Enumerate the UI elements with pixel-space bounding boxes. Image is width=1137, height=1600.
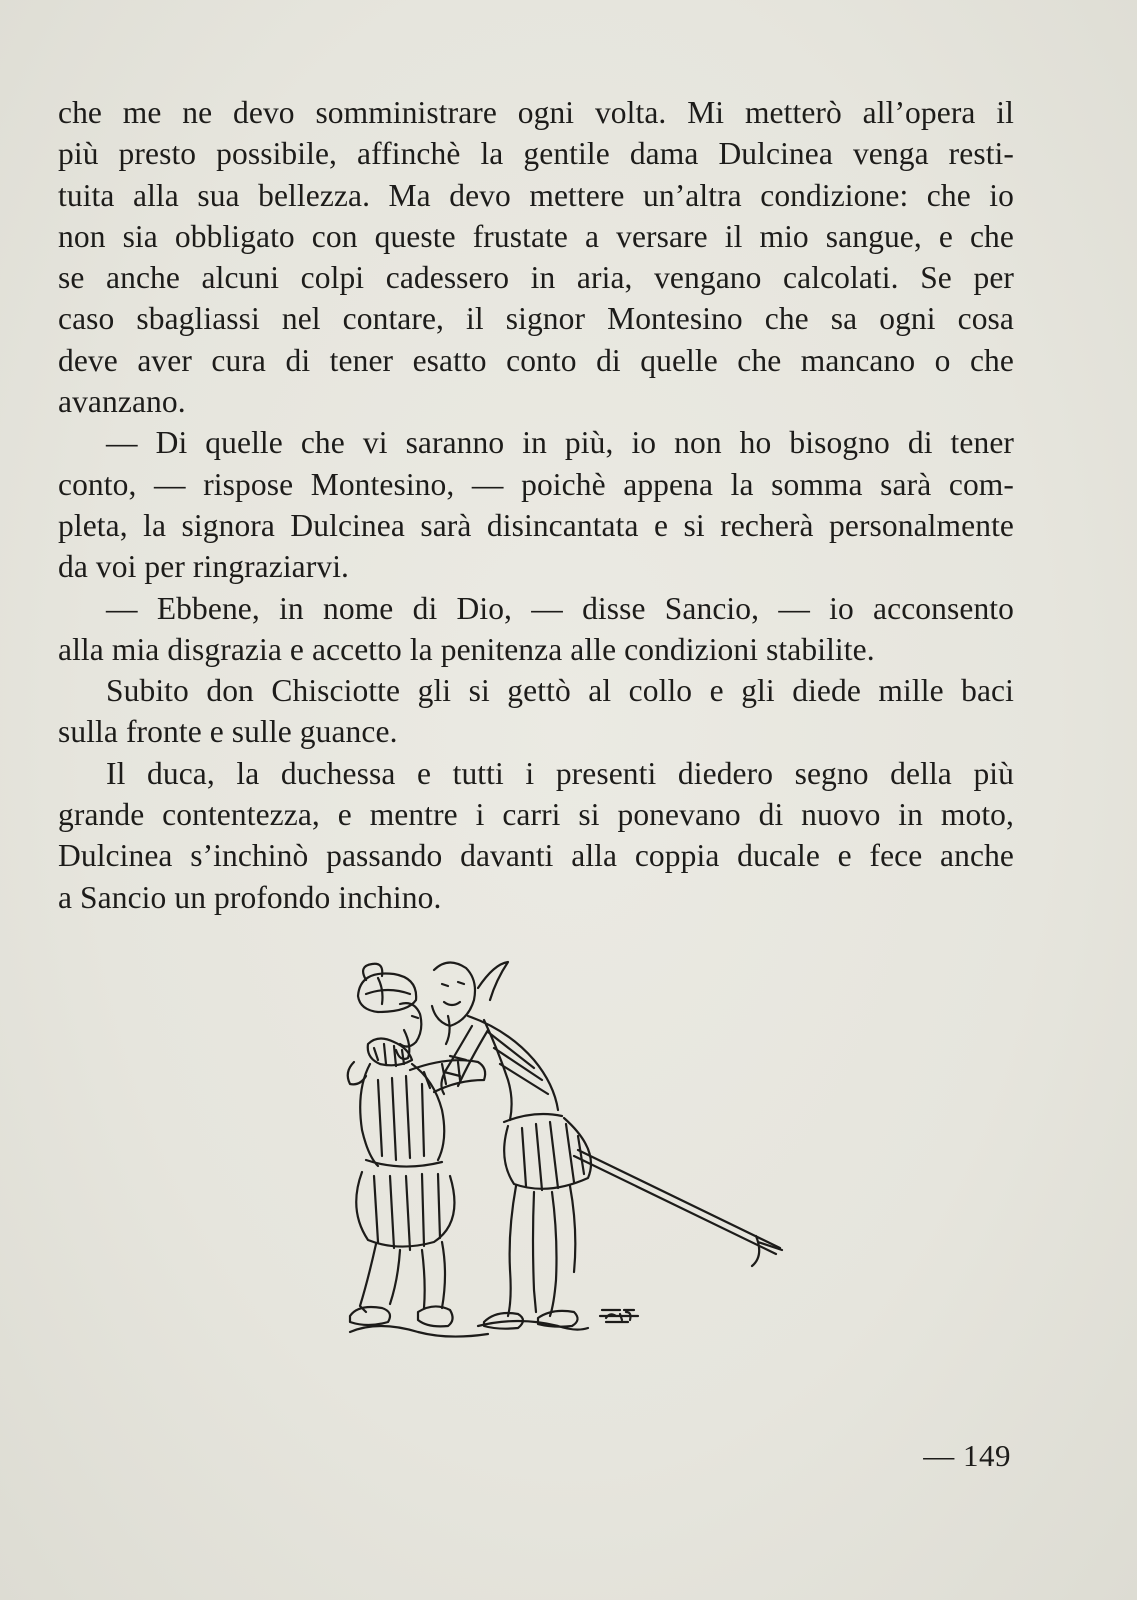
text-line: pleta, la signora Dulcinea sarà disincantata e si recherà personalmente xyxy=(58,507,1014,543)
text-line: più presto possibile, affinchè la gentile dama Dulcinea venga resti- xyxy=(58,136,1014,172)
text-line: Il duca, la duchessa e tutti i presenti diedero segno della più xyxy=(106,755,1014,791)
text-line: avanzano. xyxy=(58,384,186,420)
text-line: sulla fronte e sulle guance. xyxy=(58,714,398,750)
text-line: Dulcinea s’inchinò passando davanti alla coppia ducale e fece anche xyxy=(58,838,1014,874)
body-text xyxy=(58,92,1014,918)
illustration-drawing xyxy=(338,960,798,1390)
text-line: — Di quelle che vi saranno in più, io non ho bisogno di tener xyxy=(106,425,1014,461)
text-line: se anche alcuni colpi cadessero in aria, vengano calcolati. Se per xyxy=(58,260,1014,296)
don-chisciotte-figure xyxy=(432,962,782,1329)
text-line: conto, — rispose Montesino, — poichè appena la somma sarà com- xyxy=(58,466,1014,502)
text-line: deve aver cura di tener esatto conto di quelle che mancano o che xyxy=(58,342,1014,378)
ground-shadow xyxy=(350,1310,638,1337)
text-line: — Ebbene, in nome di Dio, — disse Sancio, — io acconsento xyxy=(106,590,1014,626)
page-number: — 149 xyxy=(923,1438,1011,1473)
text-line: Subito don Chisciotte gli si gettò al collo e gli diede mille baci xyxy=(106,673,1014,709)
text-line: da voi per ringraziarvi. xyxy=(58,549,350,585)
text-line: alla mia disgrazia e accetto la penitenza alle condizioni stabilite. xyxy=(58,631,875,667)
text-line: a Sancio un profondo inchino. xyxy=(58,879,442,915)
text-line: tuita alla sua bellezza. Ma devo mettere un’altra condizione: che io xyxy=(58,177,1014,213)
text-line: non sia obbligato con queste frustate a versare il mio sangue, e che xyxy=(58,218,1014,254)
text-line: che me ne devo somministrare ogni volta. Mi metterò all’opera il xyxy=(58,95,1014,130)
text-line: grande contentezza, e mentre i carri si ponevano di nuovo in moto, xyxy=(58,797,1014,833)
text-line: caso sbagliassi nel contare, il signor Montesino che sa ogni cosa xyxy=(58,301,1014,337)
